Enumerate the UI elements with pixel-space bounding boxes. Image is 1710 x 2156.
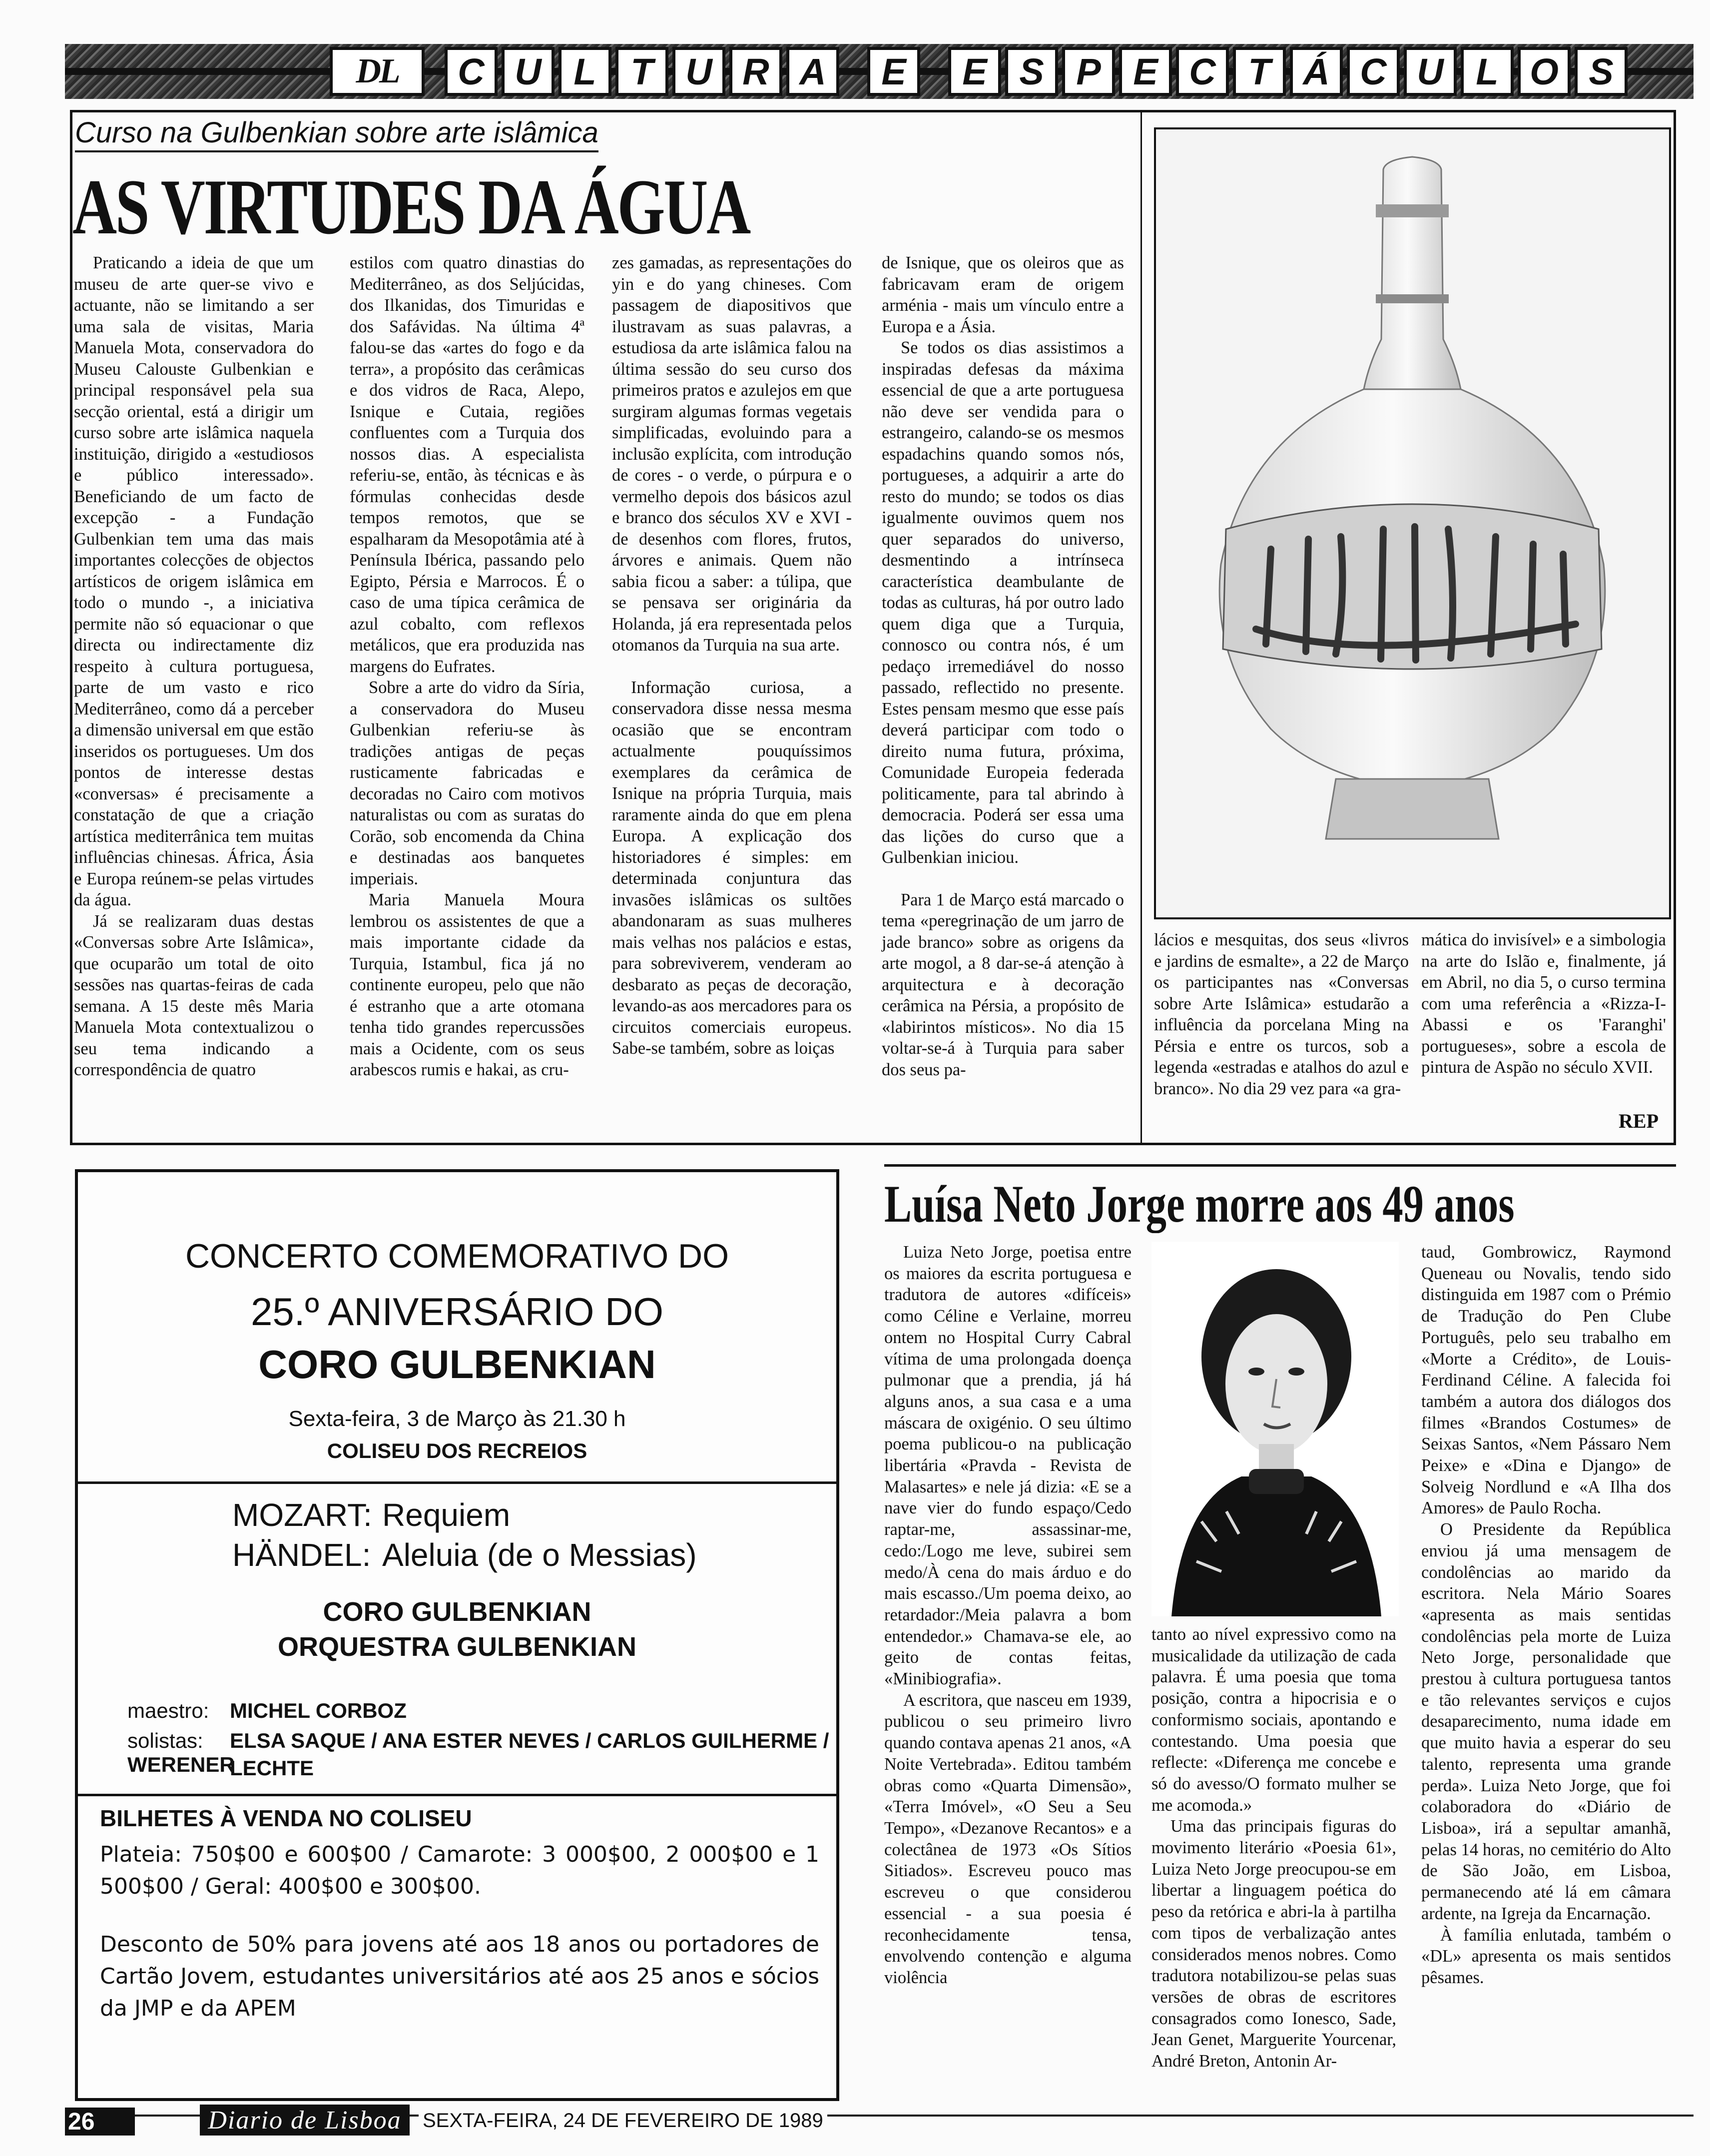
soloists-names: ELSA SAQUE / ANA ESTER NEVES / CARLOS GUILHERME / WERENER — [127, 1729, 829, 1776]
paragraph: Para 1 de Março está marcado o tema «peregrinação de um jarro de jade branco» sobre as origens da arte mogol, a 8 dar-se-á atenção à arquitectura e à decoração cerâmica na Pérsia, a propósito de «labirintos místicos». No dia 15 voltar-se-á à Turquia para saber dos seus pa- — [882, 890, 1124, 1079]
paragraph: Informação curiosa, a conservadora disse nessa mesma ocasião que se encontram actualmente pouquíssimos exemplares da cerâmica de Isnique na própria Turquia, mais raramente ainda do que em plena Europa. A explicação dos historiadores é simples: em determinada conjuntura das invasões islâmicas os sultões abandonaram as suas mulheres mais velhas nos palácios e estas, para sobreviverem, venderam ao desbarato as peças de decoração, levando-as aos mercadores para os circuitos comerciais europeus. Sabe-se também, sobre as loiças — [612, 678, 852, 1058]
paragraph: zes gamadas, as representações do yin e do yang chineses. Com passagem de diapositivos que ilustravam as suas palavras, a estudiosa da arte islâmica falou na última sessão do seu curso dos primeiros pratos e azulejos em que surgiram algumas formas vegetais simplificadas, evoluindo para a inclusão explícita, com introdução de cores - o verde, o púrpura e o vermelho depois dos básicos azul e branco dos séculos XV e XVI - de desenhos com flores, frutos, árvores e animais. Quem não sabia ficou a saber: a túlipa, que se pensava ser originária da Holanda, já era representada pelos otomanos da Turquia na sua arte. — [612, 253, 852, 655]
paragraph: O Presidente da República enviou já uma mensagem de condolências ao marido da escritora. Nela Mário Soares «apresenta as mais sentidas condolências pela morte de Luiza Neto Jorge, personalidade que prestou à cultura portuguesa tantos e tão relevantes serviços e cujos desaparecimento, numa idade em que muito havia a esperar do seu talento, representa uma grande perda». Luiza Neto Jorge, que foi colaboradora do «Diário de Lisboa», irá a sepultar amanhã, pelas 14 horas, no cemitério do Alto de São João, em Lisboa, permanecendo até lá em câmara ardente, na Igreja da Encarnação. — [1421, 1520, 1671, 1923]
article-column-4 — [882, 252, 1124, 1080]
paragraph: À família enlutada, também o «DL» apresenta os mais sentidos pêsames. — [1421, 1925, 1671, 1987]
section-title-letter: S — [1005, 47, 1058, 96]
paragraph: Uma das principais figuras do movimento literário «Poesia 61», Luiza Neto Jorge preocupou-se em libertar a linguagem poética do peso da retórica e abri-la à partilha com tipos de verbalização antes considerados menos nobres. Como tradutora notabilizou-se pelas suas versões de obras de escritores consagrados como Ionesco, Sade, Jean Genet, Marguerite Yourcenar, André Breton, Antonin Ar- — [1151, 1817, 1396, 2071]
article-kicker: Curso na Gulbenkian sobre arte islâmica — [75, 116, 598, 152]
obituary-column-1 — [884, 1242, 1132, 1989]
ad-maestro-row — [127, 1699, 407, 1723]
section-title-letter: S — [1575, 47, 1628, 96]
dl-logo: DL — [330, 47, 425, 96]
paragraph: Luiza Neto Jorge, poetisa entre os maiores da escrita portuguesa e tradutora de autores «difíceis» como Céline e Verlaine, morreu ontem no Hospital Curry Cabral vítima de uma prolongada doença pulmonar que a prendia, já há alguns anos, a sua casa e a uma máscara de oxigénio. O seu último poema publicou-o na publicação libertária «Pravda - Revista de Malasartes» e nele já dizia: «E se a nave vier do fundo espaço/Cedo raptar-me, assassinar-me, cedo:/Logo me leve, subirei sem medo/À cena do mais árduo e do mais escasso./Um poema deixo, ao retardador:/Meia palavra a bom entendedor.» Chamava-se ele, ao geito de contas feitas, «Minibiografia». — [884, 1243, 1132, 1689]
paragraph: estilos com quatro dinastias do Mediterrâneo, as dos Seljúcidas, dos Ilkanidas, dos Timuridas e dos Safávidas. Na última 4ª falou-se das «artes do fogo e da terra», a propósito das cerâmicas e dos vidros de Raca, Alepo, Isnique e Cutaia, regiões confluentes com a Turquia dos nossos dias. A especialista referiu-se, então, às técnicas e às fórmulas conhecidas desde tempos remotos, que se espalharam da Mesopotâmia até à Península Ibérica, passando pelo Egipto, Pérsia e Marrocos. É o caso de uma típica cerâmica de azul cobalto, com reflexos metálicos, que era produzida nas margens do Eufrates. — [350, 253, 584, 676]
issue-date: SEXTA-FEIRA, 24 DE FEVEREIRO DE 1989 — [419, 2110, 827, 2132]
title-spacer — [924, 47, 944, 96]
vase-illustration — [1156, 129, 1669, 917]
paragraph: Já se realizaram duas destas «Conversas sobre Arte Islâmica», que ocuparão um total de oito sessões nas quartas-feiras de cada semana. A 15 deste mês Maria Manuela Mota contextualizou o seu tema indicando a correspondência de quatro — [74, 911, 314, 1079]
section-title-letter: E — [867, 47, 920, 96]
ad-title-line-1: CONCERTO COMEMORATIVO DO — [185, 1237, 729, 1275]
maestro-name: MICHEL CORBOZ — [230, 1699, 407, 1722]
ad-performer: ORQUESTRA GULBENKIAN — [277, 1632, 636, 1662]
obituary-column-2 — [1151, 1624, 1396, 2072]
page-number: 26 — [65, 2108, 135, 2136]
ad-performer: CORO GULBENKIAN — [323, 1597, 591, 1627]
article-column-3 — [612, 252, 852, 1059]
portrait-photo — [1151, 1242, 1399, 1616]
ad-title-line-2: 25.º ANIVERSÁRIO DO — [250, 1290, 664, 1334]
section-title-letter: C — [445, 47, 498, 96]
obituary-headline: Luísa Neto Jorge morre aos 49 anos — [884, 1175, 1515, 1233]
ad-program-item — [232, 1496, 510, 1533]
ad-program-item — [232, 1536, 697, 1573]
ad-title-line-3: CORO GULBENKIAN — [258, 1342, 656, 1387]
section-title-letter: R — [729, 47, 782, 96]
article-column-5 — [1154, 929, 1409, 1099]
article-column-1 — [74, 252, 314, 1081]
section-title-letter: U — [502, 47, 555, 96]
column-divider — [1140, 110, 1142, 1145]
section-title-letter: A — [786, 47, 839, 96]
article-column-6 — [1421, 929, 1666, 1078]
title-spacer — [843, 47, 863, 96]
piece: Aleluia (de o Messias) — [382, 1537, 697, 1573]
ad-discount: Desconto de 50% para jovens até aos 18 anos ou portadores de Cartão Jovem, estudantes universitários até aos 25 anos e sócios da JMP e da APEM — [100, 1932, 819, 2021]
article-column-2 — [350, 252, 584, 1081]
portrait-illustration — [1151, 1242, 1399, 1616]
paragraph: lácios e mesquitas, dos seus «livros e jardins de esmalte», a 22 de Março os participantes nas «Conversas sobre Arte Islâmica» estudarão a influência da porcelana Ming na Pérsia e entre os turcos, sob a legenda «estradas e atalhos do azul e branco». No dia 29 vez para «a gra- — [1154, 930, 1409, 1098]
section-title-letter: Á — [1290, 47, 1343, 96]
vase-photo — [1154, 127, 1671, 919]
section-header — [65, 44, 1694, 99]
section-title-letter: T — [1233, 47, 1286, 96]
section-title-letter: P — [1062, 47, 1115, 96]
paragraph: Praticando a ideia de que um museu de arte quer-se vivo e actuante, não se limitando a ser uma sala de visitas, Maria Manuela Mota, conservadora do Museu Calouste Gulbenkian e principal responsável pela sua secção oriental, está a dirigir um curso sobre arte islâmica naquela instituição, dirigido a «estudiosos e público interessado». Beneficiando de um facto de excepção - a Fundação Gulbenkian tem uma das mais importantes colecções de objectos artísticos de origem islâmica em todo o mundo -, a iniciativa permite não só equacionar o que directa ou indirectamente diz respeito à cultura portuguesa, parte de um vasto e rico Mediterrâneo, como dá a perceber a dimensão universal em que estão inseridos os portugueses. Um dos pontos de interesse destas «conversas» é precisamente a constatação de que a criação artística mediterrânica tem muitas influências chinesas. África, Ásia e Europa reúnem-se pelas virtudes da água. — [74, 253, 314, 909]
piece: Requiem — [382, 1497, 511, 1533]
section-title-letter: C — [1347, 47, 1400, 96]
paragraph: Se todos os dias assistimos a inspiradas defesas da máxima essencial de que a arte portuguesa não deve ser vendida para o estrangeiro, calando-se os mesmos espadachins quando somos nós, portugueses, a adquirir a arte do resto do mundo; se todos os dias igualmente ouvimos quem nos quer separados do universo, desmentindo a intrínseca característica deambulante de todas as culturas, há por outro lado quem diga que a Turquia, connosco ou contra nós, é um pedaço irremediável do nosso passado, reflectido no presente. Estes pensam mesmo que esse país deverá participar com todo o direito numa futura, próxima, Comunidade Europeia federada politicamente, para tal abrindo à democracia. Poderá ser essa uma das lições do curso que a Gulbenkian iniciou. — [882, 338, 1124, 867]
paragraph: mática do invisível» e a simbologia na arte do Islão e, finalmente, já em Abril, no dia 5, o curso termina com uma referência a «Rizza-I-Abassi e os 'Faranghi' portugueses», sobre a escola de pintura de Aspão no século XVII. — [1421, 930, 1666, 1077]
composer: MOZART: — [232, 1497, 372, 1533]
section-title-letter: L — [559, 47, 611, 96]
ad-divider — [75, 1794, 839, 1796]
article-top-rule — [884, 1164, 1676, 1167]
ad-venue: COLISEU DOS RECREIOS — [327, 1439, 587, 1462]
paragraph: de Isnique, que os oleiros que as fabricavam eram de origem arménia - mais um vínculo entre a Europa e a Ásia. — [882, 253, 1124, 336]
section-title-letter: O — [1518, 47, 1571, 96]
paragraph: taud, Gombrowicz, Raymond Queneau ou Novalis, tendo sido distinguida em 1987 com o Prémio de Tradução do Pen Clube Português, pelo seu trabalho em «Morte a Crédito», de Louis-Ferdinand Céline. A falecida foi também a autora dos diálogos dos filmes «Brandos Costumes» de Seixas Santos, «Nem Pássaro Nem Peixe» e «Dina e Django» de Solveig Nordlund e «A Ilha dos Amores» de Paulo Rocha. — [1421, 1243, 1671, 1518]
section-title-letter: E — [948, 47, 1001, 96]
paragraph: Sobre a arte do vidro da Síria, a conservadora do Museu Gulbenkian referiu-se às tradições antigas de peças rusticamente fabricadas e decoradas no Cairo com motivos naturalistas ou com as suratas do Corão, sob encomenda da China e destinadas aos banquetes imperiais. — [350, 678, 584, 888]
obituary-column-3 — [1421, 1242, 1671, 1989]
maestro-label: maestro: — [127, 1699, 209, 1722]
section-title-letter: E — [1119, 47, 1172, 96]
newspaper-masthead: Diario de Lisboa — [200, 2105, 410, 2136]
section-title-letter: L — [1461, 47, 1514, 96]
paragraph: Maria Manuela Moura lembrou os assistentes de que a mais importante cidade da Turquia, Istambul, fica já no continente europeu, pelo que não é estranho que a arte otomana tenha tido grandes repercussões mais a Ocidente, com os seus arabescos rumis e hakai, as cru- — [350, 890, 584, 1079]
section-title — [445, 47, 1628, 96]
author-signature: REP — [1619, 1110, 1659, 1132]
ad-tickets-heading: BILHETES À VENDA NO COLISEU — [100, 1805, 472, 1831]
paragraph: A escritora, que nasceu em 1939, publicou o seu primeiro livro quando contava apenas 21 anos, «A Noite Vertebrada». Editou também obras como «Quarta Dimensão», «Terra Imóvel», «O Seu a Seu Tempo», «Dezanove Recantos» e a colectânea de 1973 «Os Sítios Sitiados». Escreveu pouco mas escreveu o que considerou essencial - a sua poesia é reconhecidamente tensa, envolvendo contenção e alguma violência — [884, 1690, 1132, 1987]
section-title-letter: C — [1176, 47, 1229, 96]
ad-prices: Plateia: 750$00 e 600$00 / Camarote: 3 000$00, 2 000$00 e 1 500$00 / Geral: 400$00 e 300$00. — [100, 1842, 819, 1899]
composer: HÄNDEL: — [232, 1537, 371, 1573]
ad-soloists-continued — [230, 1756, 314, 1780]
paragraph: tanto ao nível expressivo como na musicalidade da utilização de cada palavra. É uma poesia que toma posição, contra a hipocrisia e o conformismo sociais, apontando e contestando. Uma poesia que reflecte: «Diferença me concebe e só do avesso/O formato mulher se me acomoda.» — [1151, 1625, 1396, 1815]
ad-divider — [75, 1481, 839, 1484]
article-headline: AS VIRTUDES DA ÁGUA — [72, 163, 750, 251]
ad-date: Sexta-feira, 3 de Março às 21.30 h — [288, 1407, 626, 1431]
section-title-letter: U — [672, 47, 725, 96]
section-title-letter: U — [1404, 47, 1457, 96]
soloists-names-cont: LECHTE — [230, 1756, 314, 1780]
section-title-letter: T — [615, 47, 668, 96]
soloists-label: solistas: — [127, 1729, 203, 1752]
